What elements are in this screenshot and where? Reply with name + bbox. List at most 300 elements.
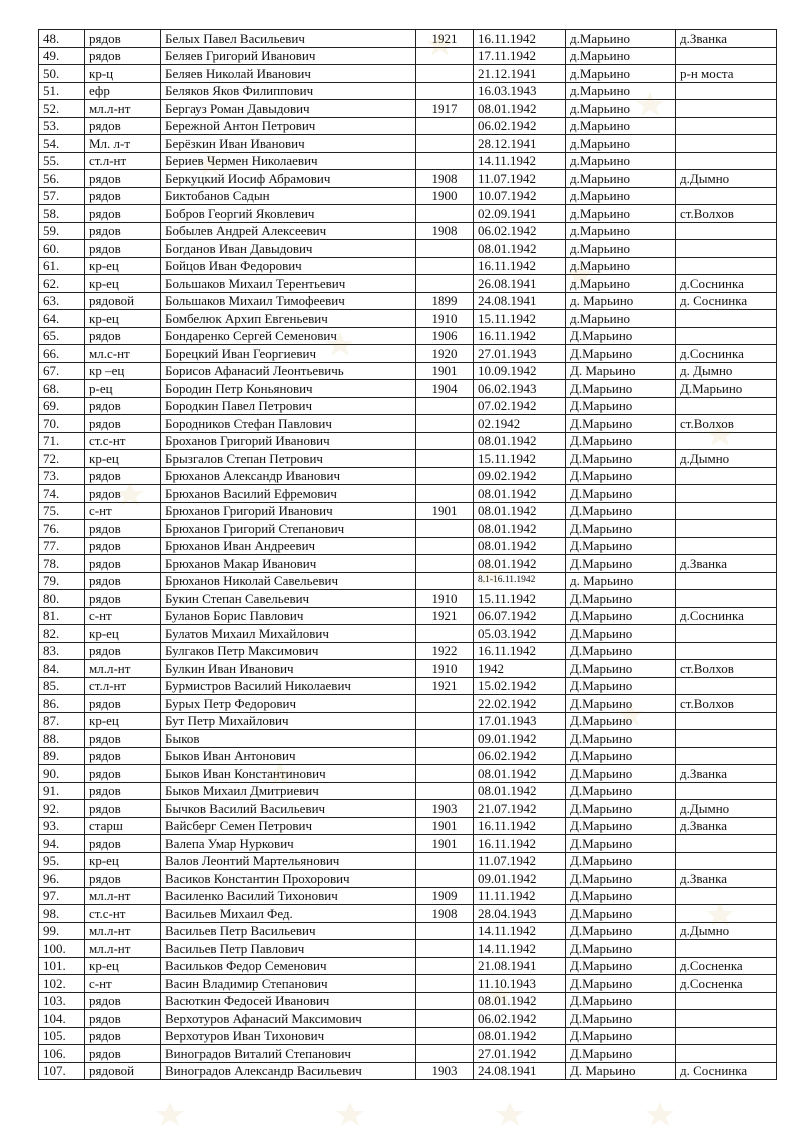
burial-place-cell: д.Соснинка (676, 275, 777, 293)
burial-place-cell: д.Дымно (676, 922, 777, 940)
death-place-cell: Д.Марьино (566, 922, 676, 940)
death-place-cell: Д.Марьино (566, 730, 676, 748)
row-number-cell: 59. (39, 222, 85, 240)
row-number-cell: 53. (39, 117, 85, 135)
row-number-cell: 48. (39, 30, 85, 48)
rank-cell: рядов (85, 187, 161, 205)
table-row (39, 835, 777, 853)
burial-place-cell: ст.Волхов (676, 660, 777, 678)
rank-cell: старш (85, 817, 161, 835)
rank-cell: рядов (85, 222, 161, 240)
death-place-cell: д.Марьино (566, 205, 676, 223)
rank-cell: рядов (85, 572, 161, 590)
row-number-cell: 94. (39, 835, 85, 853)
full-name-cell: Быков Иван Константинович (161, 765, 416, 783)
birth-year-cell (416, 555, 474, 573)
table-row (39, 30, 777, 48)
death-date-cell: 02.1942 (474, 415, 566, 433)
death-place-cell: д. Марьино (566, 292, 676, 310)
rank-cell: рядов (85, 485, 161, 503)
death-date-cell: 06.02.1942 (474, 117, 566, 135)
burial-place-cell (676, 502, 777, 520)
full-name-cell: Бородников Стефан Павлович (161, 415, 416, 433)
birth-year-cell (416, 852, 474, 870)
row-number-cell: 57. (39, 187, 85, 205)
rank-cell: ст.л-нт (85, 677, 161, 695)
burial-place-cell: д.Званка (676, 765, 777, 783)
burial-place-cell (676, 537, 777, 555)
birth-year-cell (416, 957, 474, 975)
death-place-cell: д. Марьино (566, 572, 676, 590)
full-name-cell: Бериев Чермен Николаевич (161, 152, 416, 170)
death-date-cell: 08.01.1942 (474, 502, 566, 520)
death-place-cell: д.Марьино (566, 100, 676, 118)
death-place-cell: Д.Марьино (566, 1045, 676, 1063)
death-place-cell: д.Марьино (566, 170, 676, 188)
burial-place-cell (676, 240, 777, 258)
death-date-cell: 14.11.1942 (474, 152, 566, 170)
table-row (39, 240, 777, 258)
row-number-cell: 105. (39, 1027, 85, 1045)
table-row (39, 327, 777, 345)
row-number-cell: 75. (39, 502, 85, 520)
row-number-cell: 54. (39, 135, 85, 153)
full-name-cell: Борисов Афанасий Леонтьевичь (161, 362, 416, 380)
birth-year-cell (416, 572, 474, 590)
row-number-cell: 66. (39, 345, 85, 363)
birth-year-cell: 1909 (416, 887, 474, 905)
row-number-cell: 102. (39, 975, 85, 993)
birth-year-cell (416, 940, 474, 958)
full-name-cell: Валепа Умар Нуркович (161, 835, 416, 853)
row-number-cell: 97. (39, 887, 85, 905)
death-date-cell: 11.11.1942 (474, 887, 566, 905)
birth-year-cell (416, 712, 474, 730)
burial-place-cell: Д.Марьино (676, 380, 777, 398)
rank-cell: рядов (85, 537, 161, 555)
rank-cell: рядов (85, 30, 161, 48)
death-place-cell: Д.Марьино (566, 992, 676, 1010)
row-number-cell: 67. (39, 362, 85, 380)
table-row (39, 100, 777, 118)
birth-year-cell (416, 65, 474, 83)
death-place-cell: Д.Марьино (566, 590, 676, 608)
row-number-cell: 101. (39, 957, 85, 975)
full-name-cell: Брызгалов Степан Петрович (161, 450, 416, 468)
death-place-cell: Д.Марьино (566, 537, 676, 555)
birth-year-cell (416, 992, 474, 1010)
birth-year-cell (416, 730, 474, 748)
full-name-cell: Буланов Борис Павлович (161, 607, 416, 625)
table-row (39, 1027, 777, 1045)
table-row (39, 187, 777, 205)
death-place-cell: Д.Марьино (566, 607, 676, 625)
death-place-cell: Д.Марьино (566, 1027, 676, 1045)
row-number-cell: 70. (39, 415, 85, 433)
full-name-cell: Букин Степан Савельевич (161, 590, 416, 608)
birth-year-cell: 1904 (416, 380, 474, 398)
row-number-cell: 79. (39, 572, 85, 590)
full-name-cell: Большаков Михаил Тимофеевич (161, 292, 416, 310)
death-date-cell: 21.07.1942 (474, 800, 566, 818)
death-place-cell: д.Марьино (566, 240, 676, 258)
death-place-cell: Д.Марьино (566, 485, 676, 503)
table-row (39, 152, 777, 170)
star-emblem-watermark (150, 1100, 190, 1128)
rank-cell: рядов (85, 327, 161, 345)
rank-cell: рядов (85, 1045, 161, 1063)
table-row (39, 957, 777, 975)
birth-year-cell (416, 747, 474, 765)
death-date-cell: 11.07.1942 (474, 852, 566, 870)
birth-year-cell: 1922 (416, 642, 474, 660)
birth-year-cell: 1921 (416, 607, 474, 625)
birth-year-cell: 1903 (416, 800, 474, 818)
birth-year-cell: 1903 (416, 1062, 474, 1080)
rank-cell: рядов (85, 695, 161, 713)
birth-year-cell (416, 537, 474, 555)
row-number-cell: 106. (39, 1045, 85, 1063)
row-number-cell: 76. (39, 520, 85, 538)
death-place-cell: д.Марьино (566, 47, 676, 65)
rank-cell: рядовой (85, 1062, 161, 1080)
birth-year-cell: 1906 (416, 327, 474, 345)
birth-year-cell (416, 397, 474, 415)
burial-place-cell (676, 117, 777, 135)
full-name-cell: Бойцов Иван Федорович (161, 257, 416, 275)
full-name-cell: Верхотуров Иван Тихонович (161, 1027, 416, 1045)
full-name-cell: Бычков Василий Васильевич (161, 800, 416, 818)
death-date-cell: 08.01.1942 (474, 485, 566, 503)
death-place-cell: д.Марьино (566, 257, 676, 275)
burial-place-cell: ст.Волхов (676, 695, 777, 713)
row-number-cell: 81. (39, 607, 85, 625)
rank-cell: рядов (85, 870, 161, 888)
table-row (39, 712, 777, 730)
death-date-cell: 05.03.1942 (474, 625, 566, 643)
full-name-cell: Бобров Георгий Яковлевич (161, 205, 416, 223)
burial-place-cell (676, 100, 777, 118)
rank-cell: мл.л-нт (85, 100, 161, 118)
death-date-cell: 16.11.1942 (474, 817, 566, 835)
full-name-cell: Брюханов Григорий Степанович (161, 520, 416, 538)
rank-cell: рядов (85, 397, 161, 415)
row-number-cell: 68. (39, 380, 85, 398)
death-place-cell: д.Марьино (566, 65, 676, 83)
birth-year-cell: 1917 (416, 100, 474, 118)
row-number-cell: 84. (39, 660, 85, 678)
table-row (39, 590, 777, 608)
death-place-cell: Д.Марьино (566, 380, 676, 398)
birth-year-cell (416, 870, 474, 888)
burial-place-cell (676, 432, 777, 450)
death-date-cell: 08.01.1942 (474, 432, 566, 450)
death-place-cell: Д.Марьино (566, 712, 676, 730)
death-date-cell: 17.01.1943 (474, 712, 566, 730)
table-row (39, 607, 777, 625)
death-place-cell: Д.Марьино (566, 765, 676, 783)
burial-place-cell (676, 712, 777, 730)
birth-year-cell (416, 975, 474, 993)
row-number-cell: 52. (39, 100, 85, 118)
burial-place-cell (676, 82, 777, 100)
burial-place-cell (676, 485, 777, 503)
burial-place-cell: д.Дымно (676, 450, 777, 468)
register-body (39, 30, 777, 1080)
burial-place-cell (676, 1045, 777, 1063)
death-date-cell: 21.12.1941 (474, 65, 566, 83)
full-name-cell: Васильков Федор Семенович (161, 957, 416, 975)
burial-place-cell: д.Званка (676, 817, 777, 835)
death-date-cell: 08.01.1942 (474, 520, 566, 538)
rank-cell: рядов (85, 765, 161, 783)
rank-cell: кр-ц (85, 65, 161, 83)
birth-year-cell (416, 205, 474, 223)
table-row (39, 170, 777, 188)
birth-year-cell: 1908 (416, 222, 474, 240)
burial-place-cell (676, 905, 777, 923)
rank-cell: рядов (85, 800, 161, 818)
death-date-cell: 14.11.1942 (474, 940, 566, 958)
table-row (39, 975, 777, 993)
burial-place-cell: д.Званка (676, 555, 777, 573)
full-name-cell: Бомбелюк Архип Евгеньевич (161, 310, 416, 328)
death-place-cell: Д.Марьино (566, 660, 676, 678)
death-place-cell: Д.Марьино (566, 520, 676, 538)
table-row (39, 502, 777, 520)
birth-year-cell: 1920 (416, 345, 474, 363)
rank-cell: рядов (85, 415, 161, 433)
death-date-cell: 15.11.1942 (474, 450, 566, 468)
death-place-cell: Д.Марьино (566, 345, 676, 363)
full-name-cell: Булкин Иван Иванович (161, 660, 416, 678)
death-date-cell: 15.02.1942 (474, 677, 566, 695)
table-row (39, 450, 777, 468)
burial-place-cell (676, 1010, 777, 1028)
full-name-cell: Бурмистров Василий Николаевич (161, 677, 416, 695)
burial-place-cell: д.Дымно (676, 170, 777, 188)
death-place-cell: д.Марьино (566, 222, 676, 240)
birth-year-cell (416, 765, 474, 783)
birth-year-cell (416, 1045, 474, 1063)
death-date-cell: 02.09.1941 (474, 205, 566, 223)
row-number-cell: 107. (39, 1062, 85, 1080)
rank-cell: кр-ец (85, 712, 161, 730)
death-date-cell: 24.08.1941 (474, 1062, 566, 1080)
burial-place-cell: д.Соснинка (676, 345, 777, 363)
row-number-cell: 80. (39, 590, 85, 608)
rank-cell: с-нт (85, 502, 161, 520)
row-number-cell: 65. (39, 327, 85, 345)
birth-year-cell (416, 275, 474, 293)
full-name-cell: Васильев Петр Васильевич (161, 922, 416, 940)
death-date-cell: 16.11.1942 (474, 327, 566, 345)
rank-cell: мл.л-нт (85, 660, 161, 678)
rank-cell: кр-ец (85, 450, 161, 468)
death-place-cell: д.Марьино (566, 30, 676, 48)
rank-cell: рядов (85, 992, 161, 1010)
death-date-cell: 15.11.1942 (474, 590, 566, 608)
burial-place-cell: ст.Волхов (676, 205, 777, 223)
rank-cell: с-нт (85, 607, 161, 625)
birth-year-cell (416, 450, 474, 468)
birth-year-cell (416, 695, 474, 713)
table-row (39, 677, 777, 695)
full-name-cell: Булатов Михаил Михайлович (161, 625, 416, 643)
table-row (39, 520, 777, 538)
table-row (39, 432, 777, 450)
table-row (39, 887, 777, 905)
star-emblem-watermark (330, 1100, 370, 1128)
full-name-cell: Броханов Григорий Иванович (161, 432, 416, 450)
row-number-cell: 58. (39, 205, 85, 223)
death-date-cell: 28.12.1941 (474, 135, 566, 153)
full-name-cell: Быков Иван Антонович (161, 747, 416, 765)
birth-year-cell: 1899 (416, 292, 474, 310)
table-row (39, 222, 777, 240)
full-name-cell: Беркуцкий Иосиф Абрамович (161, 170, 416, 188)
burial-place-cell: д.Званка (676, 870, 777, 888)
row-number-cell: 78. (39, 555, 85, 573)
death-date-cell: 06.02.1942 (474, 1010, 566, 1028)
table-row (39, 940, 777, 958)
death-date-cell: 09.01.1942 (474, 870, 566, 888)
full-name-cell: Брюханов Макар Иванович (161, 555, 416, 573)
birth-year-cell: 1901 (416, 817, 474, 835)
row-number-cell: 77. (39, 537, 85, 555)
rank-cell: кр-ец (85, 310, 161, 328)
table-row (39, 537, 777, 555)
full-name-cell: Белых Павел Васильевич (161, 30, 416, 48)
death-date-cell: 27.01.1942 (474, 1045, 566, 1063)
rank-cell: рядов (85, 467, 161, 485)
row-number-cell: 100. (39, 940, 85, 958)
death-place-cell: Д.Марьино (566, 397, 676, 415)
death-place-cell: Д.Марьино (566, 870, 676, 888)
table-row (39, 572, 777, 590)
birth-year-cell (416, 782, 474, 800)
death-date-cell: 08.01.1942 (474, 782, 566, 800)
death-place-cell: Д.Марьино (566, 940, 676, 958)
burial-place-cell (676, 520, 777, 538)
rank-cell: кр –ец (85, 362, 161, 380)
rank-cell: ефр (85, 82, 161, 100)
death-date-cell: 24.08.1941 (474, 292, 566, 310)
table-row (39, 992, 777, 1010)
full-name-cell: Васильев Петр Павлович (161, 940, 416, 958)
birth-year-cell (416, 1027, 474, 1045)
full-name-cell: Бородин Петр Коньянович (161, 380, 416, 398)
rank-cell: рядов (85, 642, 161, 660)
table-row (39, 47, 777, 65)
rank-cell: мл.л-нт (85, 887, 161, 905)
burial-place-cell (676, 992, 777, 1010)
rank-cell: ст.с-нт (85, 432, 161, 450)
table-row (39, 135, 777, 153)
death-place-cell: Д.Марьино (566, 467, 676, 485)
row-number-cell: 98. (39, 905, 85, 923)
death-place-cell: Д.Марьино (566, 782, 676, 800)
full-name-cell: Большаков Михаил Терентьевич (161, 275, 416, 293)
row-number-cell: 69. (39, 397, 85, 415)
row-number-cell: 51. (39, 82, 85, 100)
full-name-cell: Бондаренко Сергей Семенович (161, 327, 416, 345)
table-row (39, 205, 777, 223)
rank-cell: кр-ец (85, 852, 161, 870)
burial-place-cell (676, 835, 777, 853)
row-number-cell: 93. (39, 817, 85, 835)
rank-cell: рядов (85, 1027, 161, 1045)
table-row (39, 1010, 777, 1028)
rank-cell: рядов (85, 170, 161, 188)
death-date-cell: 08.01.1942 (474, 240, 566, 258)
death-date-cell: 26.08.1941 (474, 275, 566, 293)
table-row (39, 1045, 777, 1063)
death-place-cell: Д.Марьино (566, 642, 676, 660)
death-place-cell: Д. Марьино (566, 362, 676, 380)
burial-place-cell: д.Дымно (676, 800, 777, 818)
rank-cell: рядов (85, 205, 161, 223)
rank-cell: рядов (85, 1010, 161, 1028)
row-number-cell: 72. (39, 450, 85, 468)
death-date-cell: 28.04.1943 (474, 905, 566, 923)
rank-cell: рядов (85, 782, 161, 800)
full-name-cell: Брюханов Василий Ефремович (161, 485, 416, 503)
birth-year-cell (416, 485, 474, 503)
birth-year-cell (416, 240, 474, 258)
table-row (39, 747, 777, 765)
burial-place-cell (676, 257, 777, 275)
death-place-cell: Д.Марьино (566, 450, 676, 468)
burial-place-cell (676, 572, 777, 590)
rank-cell: рядов (85, 555, 161, 573)
death-place-cell: Д.Марьино (566, 695, 676, 713)
burial-place-cell: ст.Волхов (676, 415, 777, 433)
death-place-cell: Д.Марьино (566, 747, 676, 765)
row-number-cell: 103. (39, 992, 85, 1010)
table-row (39, 800, 777, 818)
row-number-cell: 91. (39, 782, 85, 800)
birth-year-cell (416, 82, 474, 100)
full-name-cell: Беляев Григорий Иванович (161, 47, 416, 65)
full-name-cell: Беляков Яков Филиппович (161, 82, 416, 100)
row-number-cell: 63. (39, 292, 85, 310)
row-number-cell: 92. (39, 800, 85, 818)
death-place-cell: Д.Марьино (566, 625, 676, 643)
row-number-cell: 88. (39, 730, 85, 748)
table-row (39, 467, 777, 485)
table-row (39, 345, 777, 363)
rank-cell: рядов (85, 240, 161, 258)
row-number-cell: 55. (39, 152, 85, 170)
row-number-cell: 56. (39, 170, 85, 188)
death-date-cell: 22.02.1942 (474, 695, 566, 713)
table-row (39, 695, 777, 713)
full-name-cell: Верхотуров Афанасий Максимович (161, 1010, 416, 1028)
burial-place-cell (676, 47, 777, 65)
table-row (39, 1062, 777, 1080)
full-name-cell: Виноградов Виталий Степанович (161, 1045, 416, 1063)
death-place-cell: Д.Марьино (566, 817, 676, 835)
rank-cell: кр-ец (85, 625, 161, 643)
death-place-cell: Д.Марьино (566, 677, 676, 695)
table-row (39, 415, 777, 433)
rank-cell: Мл. л-т (85, 135, 161, 153)
death-place-cell: д.Марьино (566, 135, 676, 153)
birth-year-cell (416, 117, 474, 135)
burial-place-cell: д.Сосненка (676, 957, 777, 975)
death-date-cell: 06.02.1943 (474, 380, 566, 398)
